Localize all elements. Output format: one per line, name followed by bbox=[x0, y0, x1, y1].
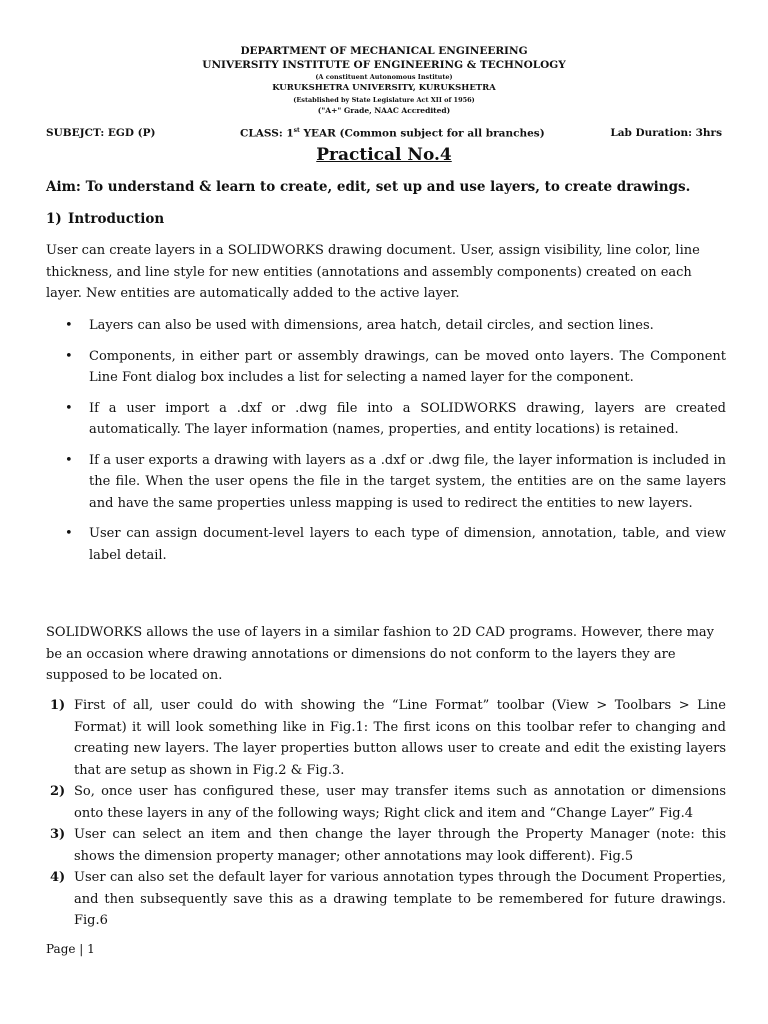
step-number: 3) bbox=[50, 827, 66, 842]
bullet-marker: • bbox=[65, 318, 73, 333]
bullet-marker: • bbox=[65, 400, 73, 416]
step-item bbox=[46, 824, 726, 867]
step-number: 4) bbox=[50, 870, 66, 885]
institute-name: UNIVERSITY INSTITUTE OF ENGINEERING & TECHNOLOGY bbox=[202, 59, 566, 71]
bullet-text: If a user exports a drawing with layers as a .dxf or .dwg file, the layer information is included in the file. When the user opens the file in the target system, the entities are on the same layers and have the same properties unless mapping is used to redirect the entities to new layers. bbox=[89, 452, 726, 511]
bullet-text: Layers can also be used with dimensions, area hatch, detail circles, and section lines. bbox=[89, 318, 654, 333]
bullet-text: Components, in either part or assembly drawings, can be moved onto layers. The Component Line Font dialog box includes a list for selecting a named layer for the component. bbox=[89, 348, 726, 385]
list-item bbox=[46, 523, 726, 566]
bullet-text: User can assign document-level layers to each type of dimension, annotation, table, and view label detail. bbox=[89, 526, 726, 563]
class-superscript: st bbox=[293, 127, 300, 134]
section-heading-text: Introduction bbox=[68, 211, 165, 227]
establishment-note: (Established by State Legislature Act XII of 1956) bbox=[293, 96, 475, 104]
section-heading-introduction bbox=[46, 209, 164, 231]
list-item bbox=[46, 346, 726, 389]
step-text: User can select an item and then change the layer through the Property Manager (note: this shows the dimension property manager; other annotations may look different). Fig.5 bbox=[74, 827, 726, 864]
subject-label: SUBEJCT: EGD (P) bbox=[46, 127, 156, 139]
accreditation-note: ("A+" Grade, NAAC Accredited) bbox=[317, 106, 451, 115]
step-item bbox=[46, 695, 726, 781]
lab-duration-label: Lab Duration: 3hrs bbox=[610, 127, 722, 139]
aim-statement: Aim: To understand & learn to create, edit, set up and use layers, to create drawings. bbox=[46, 179, 691, 195]
list-item bbox=[46, 398, 726, 441]
practical-title: Practical No.4 bbox=[316, 145, 452, 165]
step-item bbox=[46, 867, 726, 932]
class-prefix: CLASS: 1 bbox=[240, 127, 294, 140]
step-text: User can also set the default layer for various annotation types through the Document Properties, and then subsequently save this as a drawing template to be remembered for future drawings. Fig.6 bbox=[74, 870, 726, 928]
course-meta-row bbox=[46, 127, 722, 143]
step-number: 1) bbox=[50, 698, 66, 713]
list-item bbox=[46, 315, 726, 337]
bullet-marker: • bbox=[65, 348, 73, 364]
step-text: So, once user has configured these, user may transfer items such as annotation or dimensions onto these layers in any of the following ways; Right click and item and “Change Layer” Fig.4 bbox=[74, 784, 726, 821]
page-footer: Page | 1 bbox=[46, 942, 95, 956]
step-text: First of all, user could do with showing the “Line Format” toolbar (View > Toolbars > Line Format) it will look something like in Fig.1: The first icons on this toolbar refer to changing and creating new layers. The layer properties button allows user to create and edit the existing layers that are setup as shown in Fig.2 & Fig.3. bbox=[74, 698, 726, 778]
department-name: DEPARTMENT OF MECHANICAL ENGINEERING bbox=[240, 45, 528, 57]
section-number: 1) bbox=[46, 211, 62, 227]
document-header bbox=[0, 44, 768, 116]
university-name: KURUKSHETRA UNIVERSITY, KURUKSHETRA bbox=[272, 83, 496, 93]
class-suffix: YEAR (Common subject for all branches) bbox=[299, 127, 545, 140]
bullet-marker: • bbox=[65, 452, 73, 468]
intro-paragraph: User can create layers in a SOLIDWORKS drawing document. User, assign visibility, line color, line thickness, and line style for new entities (annotations and assembly components) created on each layer. New entities are automatically added to the active layer. bbox=[46, 243, 700, 301]
step-number: 2) bbox=[50, 784, 66, 799]
step-item bbox=[46, 781, 726, 824]
list-item bbox=[46, 450, 726, 515]
bullet-list bbox=[46, 315, 726, 575]
class-label bbox=[240, 127, 545, 140]
numbered-steps bbox=[46, 695, 726, 932]
institute-status: (A constituent Autonomous Institute) bbox=[315, 73, 453, 81]
bullet-marker: • bbox=[65, 526, 73, 541]
bullet-text: If a user import a .dxf or .dwg file into a SOLIDWORKS drawing, layers are created automatically. The layer information (names, properties, and entity locations) is retained. bbox=[89, 400, 726, 437]
layers-paragraph: SOLIDWORKS allows the use of layers in a similar fashion to 2D CAD programs. However, there may be an occasion where drawing annotations or dimensions do not conform to the layers they are supposed to be located on. bbox=[46, 625, 715, 683]
